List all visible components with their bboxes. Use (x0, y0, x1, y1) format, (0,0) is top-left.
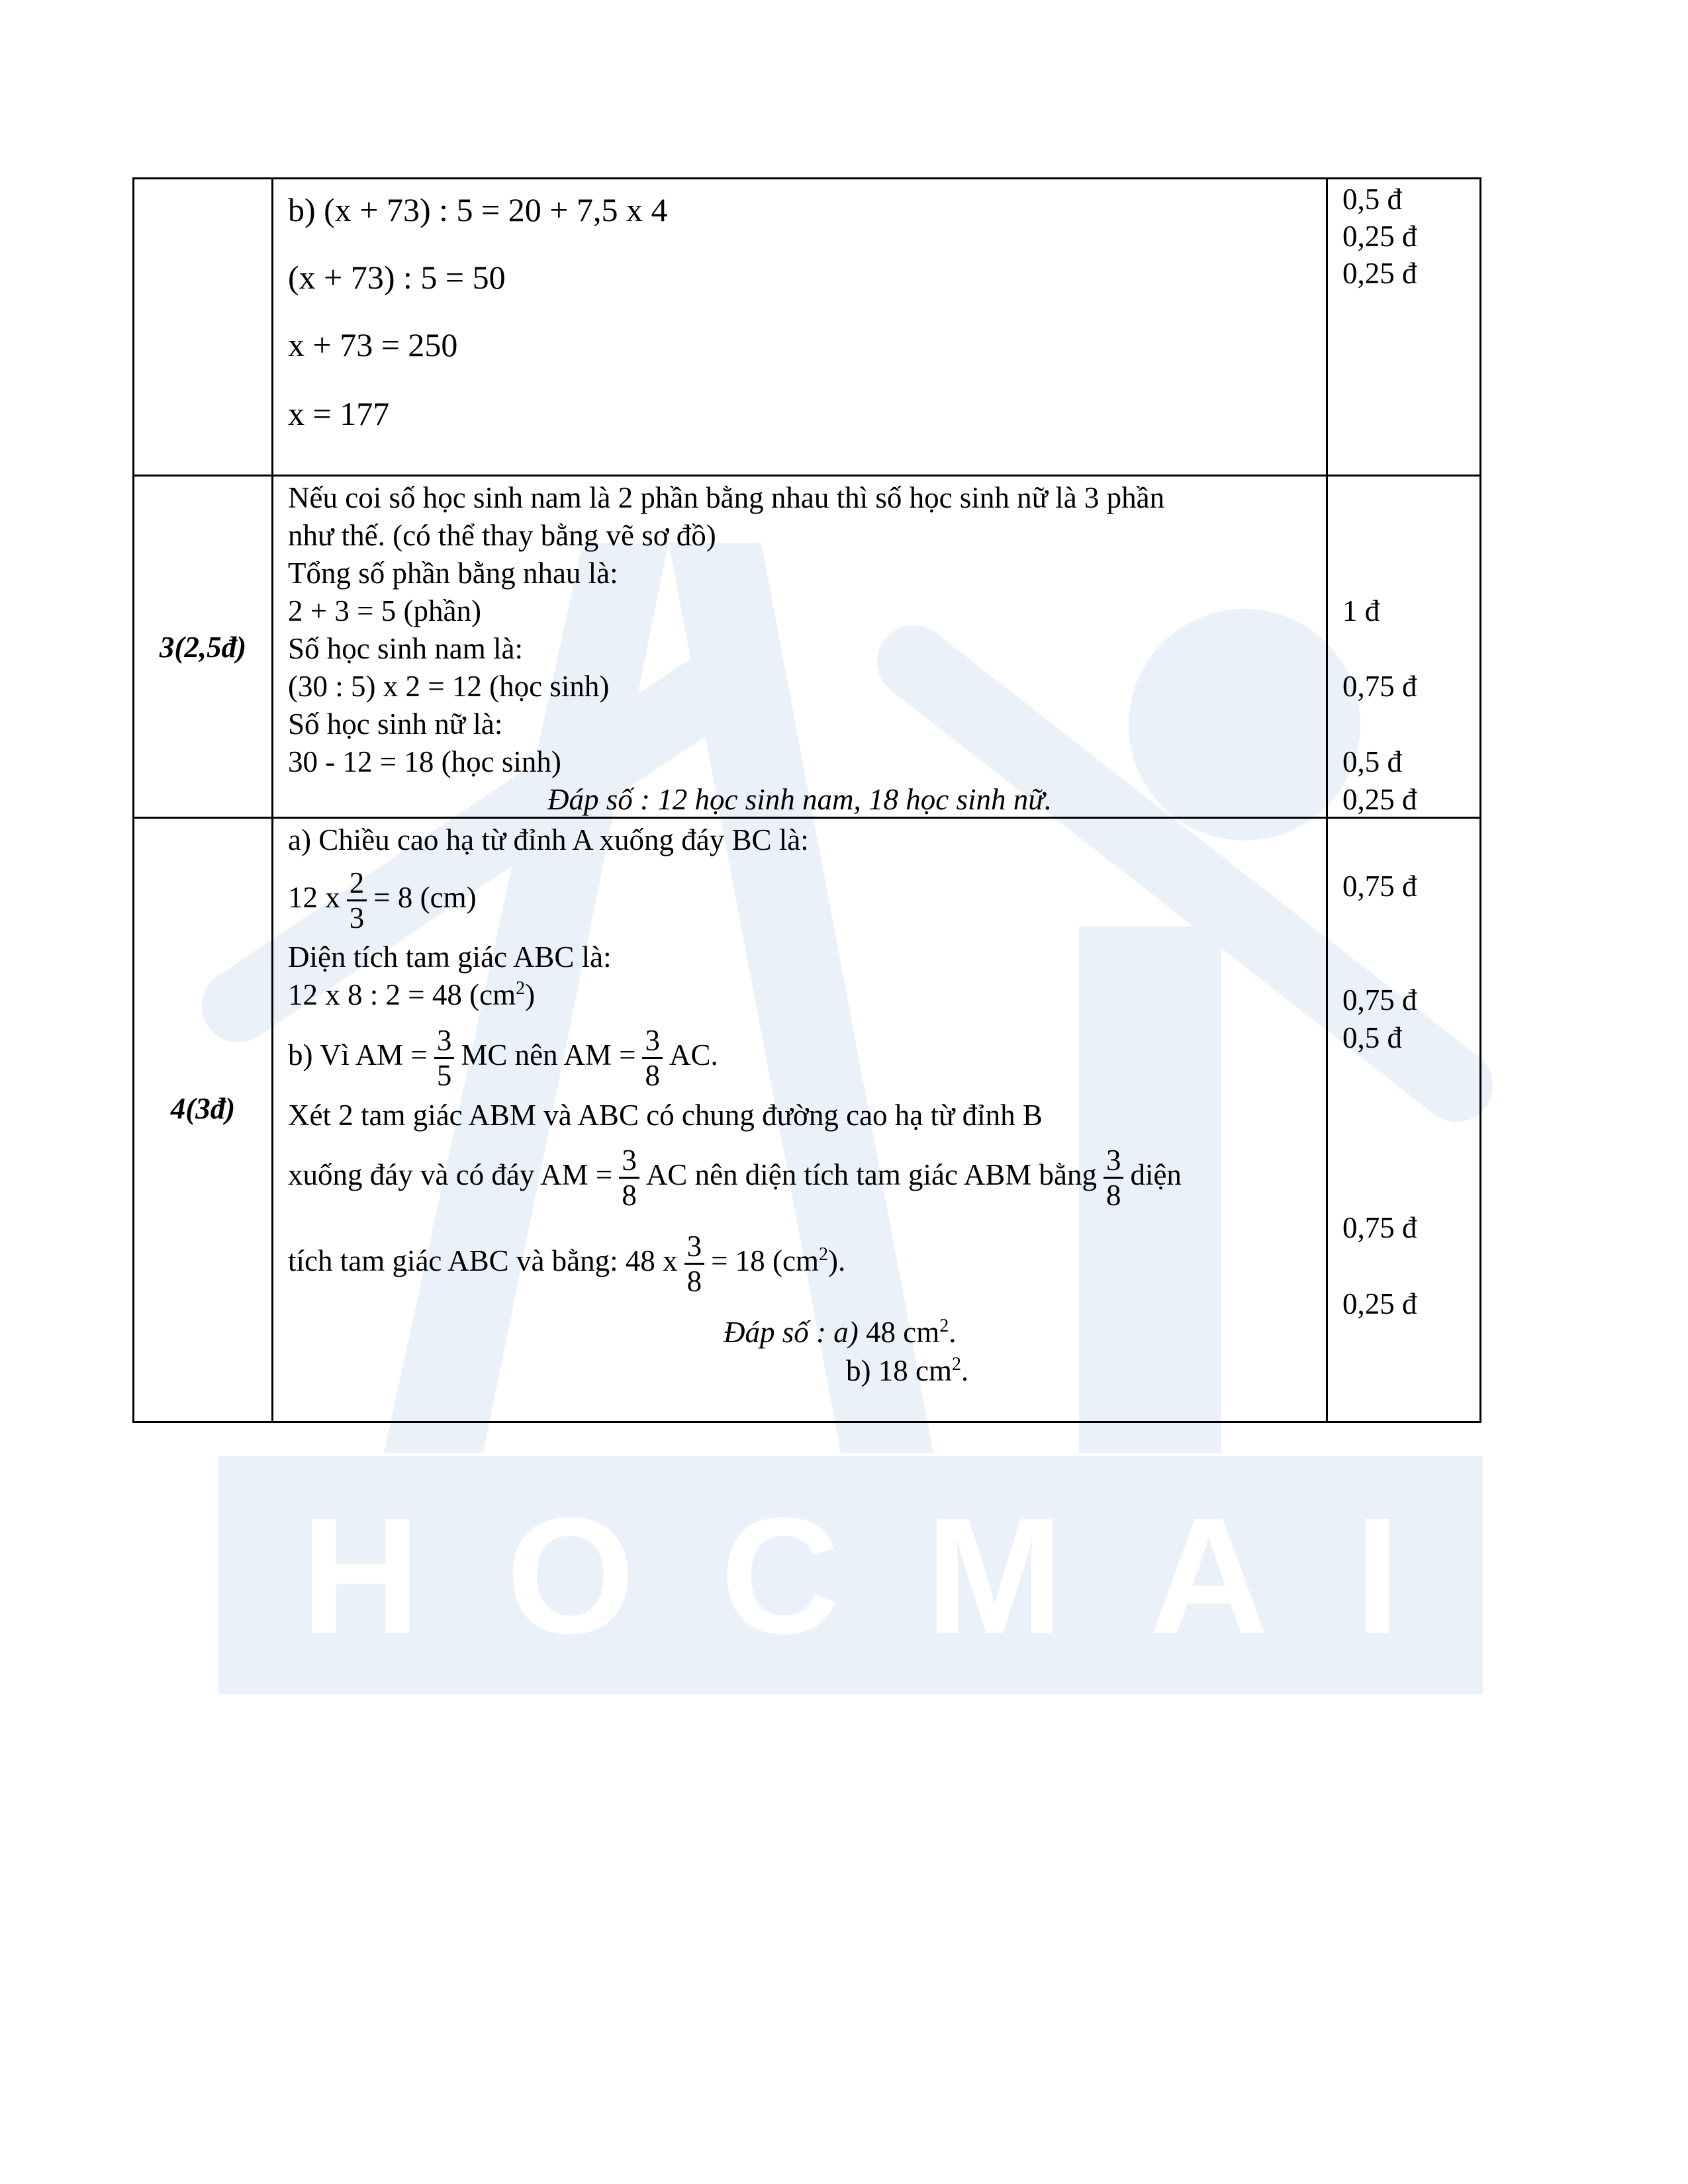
point-value: 0,75 đ (1342, 1211, 1417, 1244)
question-cell (134, 818, 273, 1422)
solution-line: Xét 2 tam giác ABM và ABC có chung đường cao hạ từ đỉnh B (288, 1099, 1043, 1132)
point-value: 0,75 đ (1342, 870, 1417, 903)
watermark-letter: O (506, 1482, 635, 1668)
text-run: = 8 (cm) (373, 881, 477, 914)
fraction (434, 1024, 455, 1092)
solution-line: Tổng số phần bằng nhau là: (288, 557, 618, 590)
solution-line (288, 1138, 1182, 1212)
question-cell (134, 476, 273, 818)
question-cell (134, 179, 273, 476)
superscript: 2 (939, 1316, 949, 1336)
solution-line: b) (x + 73) : 5 = 20 + 7,5 x 4 (288, 191, 668, 228)
answer-label: Đáp số : a) (724, 1316, 859, 1349)
table-row (134, 476, 1481, 818)
answer-line: Đáp số : 12 học sinh nam, 18 học sinh nữ. (547, 783, 1052, 816)
solution-line: 2 + 3 = 5 (phần) (288, 594, 481, 627)
text-run: AC. (669, 1038, 718, 1071)
text-run: 12 x 8 : 2 = 48 (cm (288, 978, 516, 1011)
solution-line: x = 177 (288, 395, 390, 432)
point-value: 0,5 đ (1342, 745, 1402, 778)
text-run: AC nên diện tích tam giác ABM bằng (645, 1158, 1097, 1191)
text-run: ). (828, 1244, 846, 1277)
denominator: 8 (1105, 1179, 1121, 1212)
table-row (134, 179, 1481, 476)
point-value: 1 đ (1342, 594, 1380, 627)
watermark-text (218, 1456, 1483, 1694)
text-run: tích tam giác ABC và bằng: 48 x (288, 1244, 678, 1277)
solution-line: x + 73 = 250 (288, 326, 458, 363)
fraction (684, 1230, 705, 1298)
solution-line: Diện tích tam giác ABC là: (288, 940, 612, 974)
superscript: 2 (819, 1244, 828, 1265)
point-value: 0,75 đ (1342, 983, 1417, 1017)
point-value: 0,5 đ (1342, 183, 1402, 216)
watermark-letter: M (925, 1482, 1064, 1668)
text-run: . (961, 1354, 969, 1387)
numerator: 3 (619, 1144, 639, 1179)
answer-table (132, 177, 1481, 1423)
points-cell (1327, 818, 1481, 1422)
solution-line: Số học sinh nam là: (288, 632, 523, 665)
answer-value: 18 cm (878, 1354, 952, 1387)
watermark-letter: I (1354, 1482, 1401, 1668)
solution-line: Nếu coi số học sinh nam là 2 phần bằng nhau thì số học sinh nữ là 3 phần (288, 481, 1165, 514)
denominator: 5 (436, 1059, 452, 1093)
points-cell (1327, 179, 1481, 476)
answer-line (846, 1352, 968, 1389)
denominator: 3 (349, 901, 365, 935)
solution-line: 30 - 12 = 18 (học sinh) (288, 745, 561, 778)
solution-line (288, 1224, 845, 1298)
watermark-letter: H (301, 1482, 421, 1668)
solution-cell (273, 179, 1327, 476)
solution-line (288, 861, 477, 934)
text-run: MC nên AM = (461, 1038, 636, 1071)
numerator: 3 (684, 1230, 705, 1265)
numerator: 3 (642, 1024, 663, 1059)
denominator: 8 (686, 1265, 702, 1298)
question-label: 4(3đ) (170, 1092, 236, 1125)
numerator: 3 (434, 1024, 455, 1059)
text-run: b) Vì AM = (288, 1038, 428, 1071)
fraction (347, 866, 367, 934)
text-run: ) (525, 978, 536, 1011)
question-label: 3(2,5đ) (159, 631, 247, 664)
denominator: 8 (645, 1059, 660, 1093)
solution-cell (273, 818, 1327, 1422)
solution-line: Số học sinh nữ là: (288, 707, 503, 741)
point-value: 0,25 đ (1342, 1287, 1417, 1320)
numerator: 3 (1103, 1144, 1124, 1179)
solution-cell (273, 476, 1327, 818)
solution-line: (x + 73) : 5 = 50 (288, 259, 506, 296)
denominator: 8 (622, 1179, 637, 1212)
solution-line (288, 976, 535, 1013)
answer-label: b) (846, 1354, 871, 1387)
solution-line: như thế. (có thể thay bằng vẽ sơ đồ) (288, 519, 716, 552)
solution-line (288, 1019, 718, 1092)
point-value: 0,25 đ (1342, 257, 1417, 290)
solution-line: a) Chiều cao hạ từ đỉnh A xuống đáy BC là: (288, 823, 809, 856)
numerator: 2 (347, 866, 367, 901)
text-run: . (949, 1316, 957, 1349)
superscript: 2 (951, 1354, 961, 1375)
point-value: 0,25 đ (1342, 220, 1417, 253)
solution-line: (30 : 5) x 2 = 12 (học sinh) (288, 670, 610, 703)
text-run: 12 x (288, 881, 340, 914)
text-run: diện (1130, 1158, 1182, 1191)
answer-line (724, 1314, 956, 1351)
point-value: 0,5 đ (1342, 1021, 1402, 1054)
point-value: 0,25 đ (1342, 783, 1417, 816)
table-row (134, 818, 1481, 1422)
points-cell (1327, 476, 1481, 818)
watermark-letter: A (1149, 1482, 1269, 1668)
answer-value: 48 cm (865, 1316, 940, 1349)
fraction (619, 1144, 639, 1212)
text-run: xuống đáy và có đáy AM = (288, 1158, 613, 1191)
fraction (642, 1024, 663, 1092)
text-run: = 18 (cm (711, 1244, 819, 1277)
superscript: 2 (516, 978, 526, 999)
fraction (1103, 1144, 1124, 1212)
point-value: 0,75 đ (1342, 670, 1417, 703)
watermark-letter: C (720, 1482, 840, 1668)
